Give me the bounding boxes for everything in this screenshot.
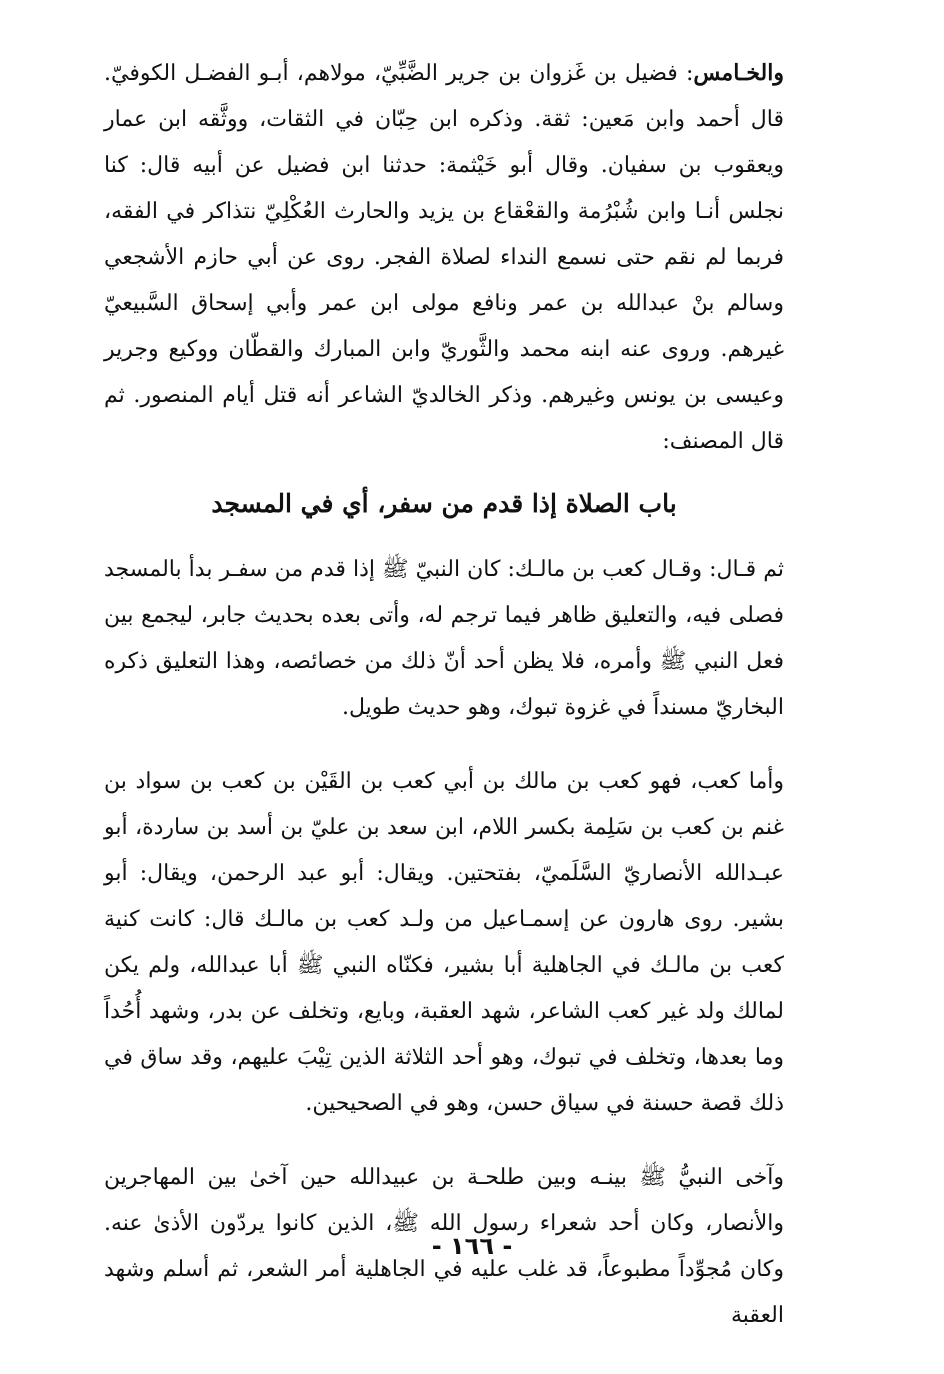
paragraph-kaab-hadith: ثم قـال: وقـال كعب بن مالـك: كان النبيّ ﷺ إذا قدم من سفـر بدأ بالمسجد فصلى فيه، والتعليق ظاهر فيما ترجم له، وأتى بعده بحديث جابر، ليجمع بين فعل النبي ﷺ وأمره، فلا يظن أحد أنّ ذلك من خصائصه، وهذا التعليق ذكره البخاريّ مسنداً في غزوة تبوك، وهو حديث طويل. <box>104 557 784 720</box>
section-heading: باب الصلاة إذا قدم من سفر، أي في المسجد <box>211 489 677 518</box>
paragraph-text: : فضيل بن غَزوان بن جرير الضَّبِّيّ، مولاهم، أبـو الفضـل الكوفيّ. قال أحمد وابن مَعين: ثقة. وذكره ابن حِبّان في الثقات، ووثَّقه ابن عمار ويعقوب بن سفيان. وقال أبو خَيْثمة: حدثنا ابن فضيل عن أبيه قال: كنا نجلس أنـا وابن شُبْرُمة والقعْقاع بن يزيد والحارث العُكْلِيّ نتذاكر في الفقه، فربما لم نقم حتى نسمع النداء لصلاة الفجر. روى عن أبي حازم الأشجعي وسالم بنْ عبدالله بن عمر ونافع مولى ابن عمر وأبي إسحاق السَّبيعيّ غيرهم. وروى عنه ابنه محمد والثَّوريّ وابن المبارك والقطّان ووكيع وجرير وعيسى بن يونس وغيرهم. وذكر الخالديّ الشاعر أنه قتل أيام المنصور. ثم قال المصنف: <box>104 61 784 454</box>
page-body <box>104 50 784 1339</box>
paragraph-lead-word: والخـامس <box>693 60 784 86</box>
paragraph-kaab-brotherhood: وآخى النبيُّ ﷺ بينـه وبين طلحـة بن عبيدالله حين آخىٰ بين المهاجرين والأنصار، وكان أحد شعراء رسول الله ﷺ، الذين كانوا يردّون الأذىٰ عنه. وكان مُجوِّداً مطبوعاً، قد غلب عليه في الجاهلية أمر الشعر، ثم أسلم وشهد العقبة <box>104 1165 784 1328</box>
paragraph-kaab-biography: وأما كعب، فهو كعب بن مالك بن أبي كعب بن القَيْن بن كعب بن سواد بن غنم بن كعب بن سَلِمة بكسر اللام، ابن سعد بن عليّ بن أسد بن ساردة، أبو عبـدالله الأنصاريّ السَّلَميّ، بفتحتين. ويقال: أبو عبد الرحمن، ويقال: أبو بشير. روى هارون عن إسمـاعيل من ولـد كعب بن مالـك قال: كانت كنية كعب بن مالـك في الجاهلية أبا بشير، فكنّاه النبي ﷺ أبا عبدالله، ولم يكن لمالك ولد غير كعب الشاعر، شهد العقبة، وبايع، وتخلف عن بدر، وشهد أُحُداً وما بعدها، وتخلف في تبوك، وهو أحد الثلاثة الذين تِيْبَ عليهم، وقد ساق في ذلك قصة حسنة في سياق حسن، وهو في الصحيحين. <box>104 769 784 1116</box>
paragraph-fudayl <box>104 50 784 465</box>
page-number: - ١٦٦ - <box>431 1232 513 1260</box>
